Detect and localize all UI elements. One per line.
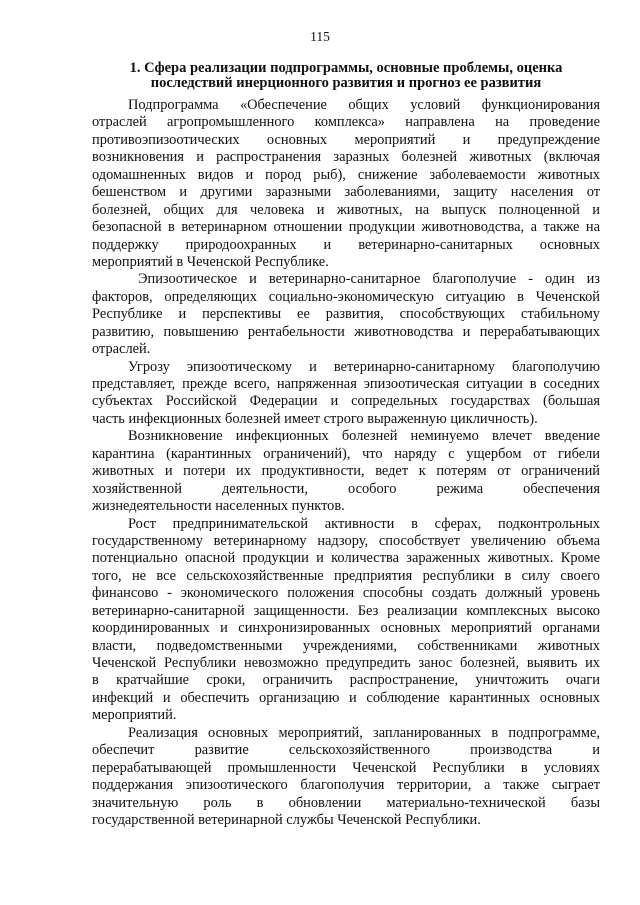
text-line: карантина (карантинных ограничений), что наряду с ущербом от гибели <box>92 445 600 462</box>
paragraph-quarantine <box>92 428 600 515</box>
text-line: государственной ветеринарной службы Чеченской Республики. <box>92 811 481 828</box>
text-line: государственному ветеринарному надзору, способствует увеличению объема <box>92 532 600 549</box>
text-line: бешенством и другими заразными заболеваниями, защиту населения от <box>92 184 600 201</box>
text-line: отраслей агропромышленного комплекса» направлена на проведение <box>92 114 600 131</box>
text-line: возникновения и распространения заразных болезней животных (включая <box>92 149 600 166</box>
text-line: Угрозу эпизоотическому и ветеринарно-санитарному благополучию <box>128 358 600 375</box>
text-line: безопасной в ветеринарном отношении продукции животноводства, а также на <box>92 219 600 236</box>
text-line: потенциально опасной продукции и количества зараженных животных. Кроме <box>92 550 600 567</box>
text-line: координированных и синхронизированных основных мероприятий органами <box>92 620 600 637</box>
text-line: противоэпизоотических основных мероприятий и предупреждение <box>92 131 600 148</box>
paragraph-implementation <box>92 725 600 830</box>
text-line: инфекций и обеспечить организацию и соблюдение карантинных основных <box>92 689 600 706</box>
text-line: субъектах Российской Федерации и сопредельных государствах (большая <box>92 393 600 410</box>
heading-line: последствий инерционного развития и прогноз ее развития <box>150 75 542 91</box>
text-line: перерабатывающей промышленности Чеченской Республики в условиях <box>92 759 600 776</box>
page-number: 115 <box>310 29 330 44</box>
text-line: болезней, общих для человека и животных, на выпуск полноценной и <box>92 201 600 218</box>
text-line: отраслей. <box>92 341 151 358</box>
text-line: животных и потери их продуктивности, ведет к потерям от ограничений <box>92 463 600 480</box>
paragraph-threat <box>92 359 600 429</box>
text-line: Чеченской Республики невозможно предупредить занос болезней, выявить их <box>92 655 600 671</box>
text-line: мероприятий в Чеченской Республике. <box>92 253 329 270</box>
text-line: Эпизоотическое и ветеринарно-санитарное благополучие - один из <box>138 271 600 288</box>
text-line: Возникновение инфекционных болезней неминуемо влечет введение <box>128 428 600 445</box>
text-line: в кратчайшие сроки, ограничить распространение, уничтожить очаги <box>92 672 600 689</box>
text-line: мероприятий. <box>92 707 177 724</box>
text-line: обеспечит развитие сельскохозяйственного производства и <box>92 742 600 759</box>
paragraph-wellbeing <box>92 271 600 358</box>
paragraph-growth <box>92 516 600 725</box>
text-line: того, не все сельскохозяйственные предприятия республики в силу своего <box>92 567 600 584</box>
text-line: Рост предпринимательской активности в сферах, подконтрольных <box>128 515 600 532</box>
text-line: развитию, повышению рентабельности животноводства и перерабатывающих <box>92 323 600 340</box>
text-line: хозяйственной деятельности, особого режима обеспечения <box>92 480 600 497</box>
text-line: ветеринарно-санитарной защищенности. Без реализации комплексных высоко <box>92 602 600 619</box>
paragraph-scope <box>92 97 600 271</box>
text-line: Подпрограмма «Обеспечение общих условий функционирования <box>128 97 600 113</box>
text-line: одомашненных видов и пород рыб), снижение заболеваемости животных <box>92 166 600 183</box>
text-line: Реализация основных мероприятий, запланированных в подпрограмме, <box>128 724 600 741</box>
text-line: часть инфекционных болезней имеет строго выраженную цикличность). <box>92 410 538 427</box>
text-line: поддержку природоохранных и ветеринарно-санитарных основных <box>92 236 600 253</box>
section-heading <box>92 61 600 91</box>
body-text <box>92 97 600 829</box>
text-line: власти, подведомственными учреждениями, собственниками животных <box>92 637 600 654</box>
text-line: Республике и перспективы ее развития, способствующих стабильному <box>92 306 600 323</box>
text-line: представляет, прежде всего, напряженная эпизоотическая ситуации в соседних <box>92 376 600 392</box>
text-line: значительную роль в обновлении материально-технической базы <box>92 794 600 811</box>
text-line: поддержания эпизоотического благополучия территории, а также сыграет <box>92 777 600 794</box>
text-line: финансово - экономического положения способны создать должный уровень <box>92 585 600 602</box>
heading-line: 1. Сфера реализации подпрограммы, основные проблемы, оценка <box>129 60 563 76</box>
text-line: факторов, определяющих социально-экономическую ситуацию в Чеченской <box>92 288 600 305</box>
text-line: жизнедеятельности населенных пунктов. <box>92 498 345 515</box>
